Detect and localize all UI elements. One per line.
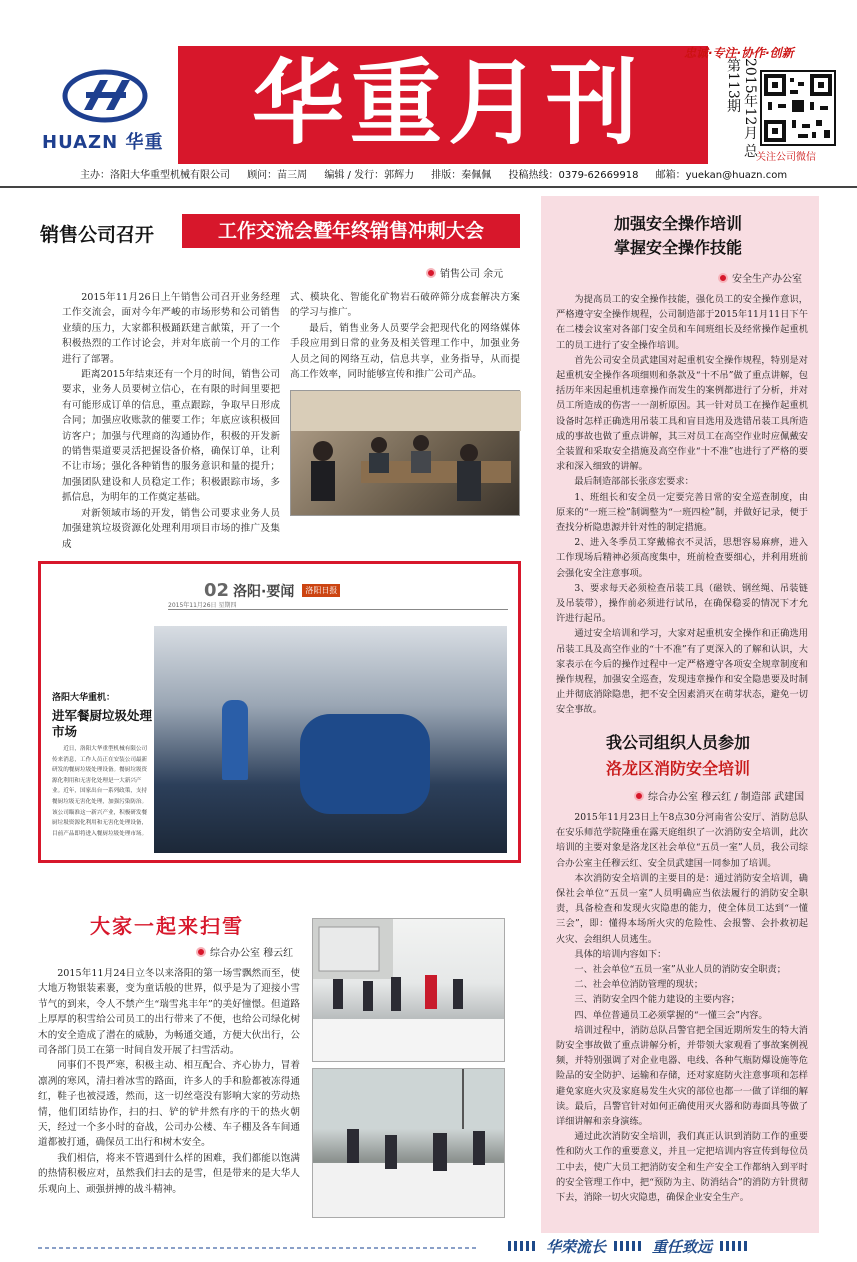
- info-editor: 编辑 / 发行：郭辉力: [324, 170, 415, 181]
- article1-paragraph: 对新领域市场的开发，销售公司要求业务人员加强建筑垃圾资源化处理利用项目市场的推广及集成: [62, 507, 280, 550]
- article3-byline: [196, 944, 293, 959]
- masthead-divider: [0, 186, 857, 188]
- meeting-photo: [290, 390, 520, 516]
- article1-paragraph: 最后，销售业务人员要学会把现代化的网络媒体手段应用到日常的业务及相关管理工作中，加强业务人员之间的网络互动，信息共享，业务指导，从而提高工作效率，同时能够宣传和推广公司产品。: [290, 322, 520, 381]
- snow-sweeping-photo-1: [312, 918, 505, 1062]
- footer-slogan: [500, 1236, 840, 1258]
- article4-paragraph: 二、社会单位消防管理的现状；: [574, 979, 704, 991]
- article3-paragraph: 我们相信，将来不管遇到什么样的困难，我们都能以饱满的热情积极应对，虽然我们扫去的是雪，但是带来的是大华人乐观向上、顽强拼搏的战斗精神。: [38, 1152, 300, 1195]
- company-logo-icon: [62, 68, 148, 124]
- clipping-body: 近日，洛阳大华重型机械有限公司传来消息，工作人员正在安装公司最新研发的餐厨垃圾处理设备。餐厨垃圾资源化利用和无害化处理是一大新兴产业。近年，国家出台一系列政策，支持餐厨垃圾无害化处理，加强污染防治。该公司瞄准这一新兴产业，积极研发餐厨垃圾资源化利用和无害化处理设备，目前产品即将进入餐厨垃圾处理市场。: [52, 746, 148, 837]
- info-advisor: 顾问：苗三周: [247, 170, 308, 181]
- footer-right: 重任致远: [652, 1238, 713, 1256]
- clipping-page-number: 02: [204, 580, 230, 601]
- article2-paragraph: 最后制造部部长张彦宏要求：: [574, 476, 694, 488]
- article2-title: [560, 212, 796, 260]
- article3-byline-text: 综合办公室 穆云红: [210, 948, 294, 959]
- article2-byline: [718, 270, 802, 285]
- byline-dot-icon: [718, 273, 728, 283]
- byline-dot-icon: [426, 268, 436, 278]
- article1-column-b: [290, 290, 520, 382]
- byline-dot-icon: [634, 791, 644, 801]
- article4-paragraph: 培训过程中，消防总队吕警官把全国近期所发生的特大消防安全事故做了重点讲解分析，并带领大家观看了事故案例视频，并特别强调了对企业电器、电线、各种气瓶防爆设施等危险品的安全防护、运输和存储，还对家庭防火注意事项和怎样避免家庭火灾及家庭易发生火灾的部位也都一一做了详细的解读。最后，吕警官针对如何正确使用灭火器和防毒面具等做了详细讲解和亲身演练。: [556, 1024, 808, 1128]
- article1-paragraph: 2015年11月26日上午销售公司召开业务经理工作交流会，面对今年严峻的市场形势和公司销售业绩的压力，大家都积极踊跃建言献策，开了一个积极热烈的工作讨论会，并对年底前一个月的工作进行了部署。: [62, 292, 280, 365]
- info-layout: 排版：秦佩佩: [431, 170, 492, 181]
- article4-byline-text: 综合办公室 穆云红 / 制造部 武建国: [648, 792, 805, 803]
- article4-body: [556, 810, 808, 1205]
- worker-illustration: [222, 700, 248, 780]
- clipping-stamp: 洛阳日报: [302, 584, 340, 597]
- article4-byline: [634, 788, 804, 803]
- article2-paragraph: 2、进入冬季员工穿戴棉衣不灵活，思想容易麻痹，进入工作现场后精神必须高度集中，班前检查要细心，并利用班前会强化安全注意事项。: [556, 537, 808, 579]
- logo-text: HUAZN 华重: [42, 132, 164, 153]
- clipping-rule: [168, 609, 508, 610]
- article3-body: [38, 966, 300, 1197]
- footer-left: 华荣流长: [546, 1238, 607, 1256]
- article4-paragraph: 2015年11月23日上午8点30分河南省公安厅、消防总队在安乐师范学院隆重在露天庭组织了一次消防安全培训，此次培训的主要对象是洛龙区社会单位“五员一室”人员，我公司综合办公室主任穆云红、安全员武建国一同参加了培训。: [556, 812, 808, 869]
- footer-ornament: [508, 1241, 538, 1251]
- qr-code-icon: [760, 70, 836, 146]
- article2-title-line1: 加强安全操作培训: [613, 214, 742, 233]
- article4-paragraph: 具体的培训内容如下：: [574, 948, 667, 960]
- article2-body: [556, 292, 808, 718]
- article1-paragraph: 距离2015年结束还有一个月的时间，销售公司要求，业务人员要树立信心，在有限的时间里要把有可能形成订单的信息，重点跟踪，争取早日形成合同；加强应收账款的催要工作；年底应该积极回访客户；加强与代理商的沟通协作，积极的开发新的销售渠道要灵活把握设备价格，确保订单，让利不让市场；强化各种销售的服务意识和量的提升；加强团队建设和人员稳定工作；积极跟踪市场，多抓信息，为明年的工作奠定基础。: [62, 369, 280, 504]
- article4-paragraph: 通过此次消防安全培训，我们真正认识到消防工作的重要性和防火工作的重要意义，并且一定把培训内容宣传到每位员工中去，使广大员工把消防安全和生产安全工作都纳入到平时的安全管理工作中，把“预防为主、防消结合”的消防方针贯彻下去，消除一切火灾隐患，确保企业安全生产。: [556, 1131, 808, 1204]
- snow-sweeping-photo-2: [312, 1068, 505, 1218]
- article4-title-line1: 我公司组织人员参加: [605, 733, 750, 752]
- slogan: 忠诚·专注·协作·创新: [684, 46, 794, 60]
- article2-paragraph: 为提高员工的安全操作技能，强化员工的安全操作意识，严格遵守安全操作规程，公司制造部于2015年11月11日下午在二楼会议室对各部门安全员和车间班组长及经常操作起重机工的员工进行了安全操作培训。: [556, 294, 808, 351]
- qr-label: 关注公司微信: [756, 152, 816, 163]
- machine-illustration: [300, 714, 430, 814]
- footer-rule: [38, 1247, 478, 1249]
- clipping-kicker: 洛阳大华重机：: [52, 693, 116, 703]
- article4-paragraph: 本次消防安全培训的主要目的是：通过消防安全培训，确保社会单位“五员一室”人员明确应当依法履行的消防安全职责，具备检查和发现火灾隐患的能力，使全体员工达到“一懂三会”，即：懂得本场所火灾的危险性、会报警、会扑救初起火灾、会组织人员逃生。: [556, 872, 808, 945]
- article4-paragraph: 一、社会单位“五员一室”从业人员的消防安全职责；: [574, 964, 786, 976]
- article1-byline: [426, 265, 503, 280]
- clipping-header: [204, 580, 430, 602]
- article3-paragraph: 同事们不畏严寒，积极主动、相互配合、齐心协力，冒着凛冽的寒风，清扫着冰雪的路面，许多人的手和脸都被冻得通红，鞋子也被浸透，然而，这一切丝毫没有影响大家的劳动热情，他们团结协作，扫的扫、铲的铲井然有序的干的热火朝天，经过一个多小时的奋战，公司办公楼、车子棚及各车间通道都被打通，确保员工出行和树木安全。: [38, 1060, 300, 1149]
- article2-paragraph: 首先公司安全员武建国对起重机安全操作规程，特别是对起重机安全操作各项细则和条款及“十不吊”做了重点讲解，包括历年来因起重机违章操作而发生的案例都进行了分析，并对员工所造成的伤害一一剖析原因。其一针对员工在操作起重机设备时怎样正确选用吊装工具和盲目选用及选错吊装工具所造成的事故也做了重点讲解，其三对员工在高空作业时应佩戴安全装置和采取安全措施及高空作业“十不准”也进行了严格的要求和深入细致的讲解。: [556, 354, 808, 473]
- clipping-headline: 进军餐厨垃圾处理市场: [52, 708, 153, 739]
- article1-byline-text: 销售公司 余元: [440, 269, 504, 280]
- info-email: 邮箱：yuekan@huazn.com: [655, 170, 788, 181]
- masthead-title: 华重月刊: [251, 50, 644, 157]
- article2-paragraph: 通过安全培训和学习，大家对起重机安全操作和正确选用吊装工具及高空作业的“十不准”有了更深入的了解和认识，大家表示在今后的操作过程中一定严格遵守各项安全规章制度和操作规程，加强安全巡查，发现违章操作和安全隐患要及时制止并彻底消除隐患，把不安全因素消灭在萌芽状态，避免一切安全事故。: [556, 628, 808, 716]
- article4-title-line2: 洛龙区消防安全培训: [605, 759, 750, 778]
- clipping-date: 2015年11月26日 星期四: [168, 602, 237, 609]
- info-sponsor: 主办：洛阳大华重型机械有限公司: [80, 170, 230, 181]
- article4-paragraph: 四、单位普通员工必须掌握的“一懂三会”内容。: [574, 1009, 768, 1021]
- article3-title: 大家一起来扫雪: [90, 914, 244, 938]
- info-hotline: 投稿热线：0379-62669918: [508, 170, 639, 181]
- article4-title: [560, 730, 796, 782]
- article2-byline-text: 安全生产办公室: [732, 274, 802, 285]
- byline-dot-icon: [196, 947, 206, 957]
- article1-title-highlight: 工作交流会暨年终销售冲刺大会: [182, 214, 520, 248]
- footer-ornament: [720, 1241, 750, 1251]
- article2-title-line2: 掌握安全操作技能: [613, 238, 742, 257]
- article3-paragraph: 2015年11月24日立冬以来洛阳的第一场雪飘然而至，使大地万物银装素裹，变为童话般的世界，似乎是为了迎接小雪节气的到来，令人不禁产生“瑞雪兆丰年”的美好憧憬。但道路上厚厚的积雪给公司员工的出行带来了不便，也给公司绿化树木的安全造成了潜在的威胁，为畅通交通，方便大伙出行，公司各部门员工在第一时间自发开展了扫雪活动。: [38, 968, 300, 1057]
- article4-paragraph: 三、消防安全四个能力建设的主要内容；: [574, 994, 740, 1006]
- article2-paragraph: 3、要求每天必须检查吊装工具（磁铁、钢丝绳、吊装链及吊装带），操作前必须进行试吊，在确保稳妥的情况下才允许进行起吊。: [556, 582, 808, 625]
- article2-paragraph: 1、班组长和安全员一定要完善日常的安全巡查制度，由原来的“一班三检”制调整为“一班四检”制，并做好记录，便于查找分析隐患源并针对性的制定措施。: [556, 491, 808, 534]
- article1-column-a: [62, 290, 280, 552]
- article1-paragraph: 式、模块化、智能化矿物岩石破碎筛分成套解决方案的学习与推广。: [290, 292, 520, 319]
- issue-number: 2015年12月 总第113期: [725, 58, 758, 158]
- footer-ornament: [614, 1241, 644, 1251]
- article1-title-lead: 销售公司召开: [40, 224, 155, 246]
- clipping-section: 洛阳·要闻: [233, 584, 295, 600]
- info-bar: [80, 166, 788, 184]
